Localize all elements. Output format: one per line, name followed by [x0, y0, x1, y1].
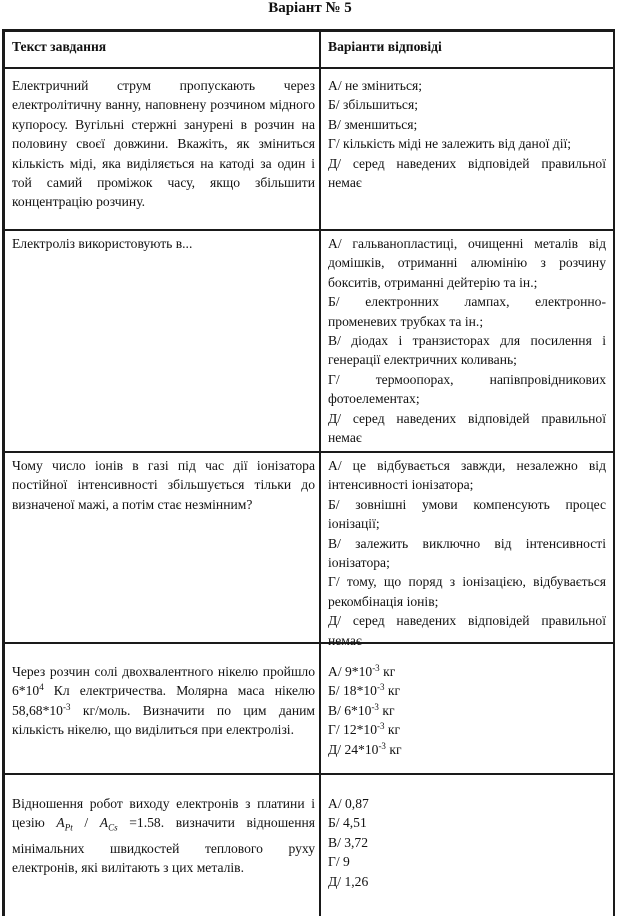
header-question-label: Текст завдання	[12, 39, 107, 54]
q5-text: Відношення робот виходу електронів з платини і цезію	[12, 796, 315, 831]
q4-exponent: 4	[39, 682, 44, 693]
answers-5	[328, 794, 606, 891]
q5-text: =1.58. визначити відношення мінімальних швидкостей теплового руху електронів, які вилітають з цих металів.	[12, 815, 315, 875]
option: Д/ $24*10^{-3}$ кг	[328, 740, 402, 757]
option: Д/ серед наведених відповідей правильної немає	[328, 613, 606, 648]
question-4	[12, 662, 315, 740]
answers-4	[328, 662, 606, 759]
option: Г/ тому, що поряд з іонізацією, відбувається рекомбінація іонів;	[328, 574, 606, 609]
q4-exponent: -3	[62, 701, 71, 712]
option: В/ зменшиться;	[328, 116, 418, 132]
header-answers-label: Варіанти відповіді	[328, 39, 442, 54]
answers-1	[328, 76, 606, 192]
option: Г/ термоопорах, напівпровідникових фотоелементах;	[328, 371, 606, 407]
page-title: Варіант № 5	[268, 0, 352, 16]
option: Г/ кількість міді не залежить від даної дії;	[328, 136, 572, 152]
option: А/ це відбувається завжди, незалежно від інтенсивності іонізатора;	[328, 458, 606, 493]
q4-text: Кл електричества. Молярна маса нікелю 58,68*10	[12, 683, 315, 718]
table-column-divider	[319, 29, 321, 916]
option: Б/ електронних лампах, електронно-променевих трубках та ін.;	[328, 294, 606, 329]
question-1: Електричний струм пропускають через електролітичну ванну, наповнену розчином мідного купоросу. Вугільні стержні занурені в розчин на половину своєї довжини. Вкажіть, як зміниться кількість міді, яка виділяється на катоді за один і той самий проміжок часу, якщо збільшити концентрацію розчину.	[12, 78, 315, 210]
option: В/ залежить виключно від інтенсивності іонізатора;	[328, 535, 606, 571]
option: А/ не зміниться;	[328, 78, 423, 93]
q4-text: Через розчин солі двохвалентного нікелю пройшло 6*10	[12, 664, 315, 699]
q5-symbol: A	[56, 815, 65, 831]
q5-subscript: Pt	[64, 823, 73, 834]
q5-symbol: A	[99, 815, 109, 831]
option: В/ $6*10^{-3}$ кг	[328, 701, 395, 718]
q4-text: кг/моль. Визначити по цим даним кількість нікелю, що виділиться при електролізі.	[12, 702, 315, 738]
q5-text: /	[72, 815, 100, 831]
table-left-border	[2, 29, 5, 916]
row-divider-1	[2, 229, 615, 231]
row-divider-4	[2, 773, 615, 775]
question-3: Чому число іонів в газі під час дії іонізатора постійної інтенсивності збільшується тільки до визначеної мажі, а потім стає незмінним?	[12, 458, 315, 512]
answers-3	[328, 456, 606, 650]
option: Г/ 9	[328, 854, 350, 870]
option: Д/ 1,26	[328, 873, 369, 889]
table-top-border	[2, 29, 615, 32]
option: Б/ $18*10^{-3}$ кг	[328, 682, 401, 699]
q5-subscript: Cs	[108, 823, 118, 834]
option: Д/ серед наведених відповідей правильної немає	[328, 155, 606, 191]
header-bottom-border	[2, 67, 615, 69]
option: В/ діодах і транзисторах для посилення і генерації електричних коливань;	[328, 333, 606, 368]
option: Б/ зовнішні умови компенсують процес іонізації;	[328, 496, 606, 532]
answers-2	[328, 234, 606, 447]
table-right-border	[613, 29, 615, 916]
option: Д/ серед наведених відповідей правильної немає	[328, 410, 606, 446]
option: Б/ збільшиться;	[328, 97, 418, 113]
question-5	[12, 794, 315, 877]
option: А/ 0,87	[328, 796, 369, 811]
option: Г/ $12*10^{-3}$ кг	[328, 721, 401, 738]
option: Б/ 4,51	[328, 815, 367, 831]
question-2: Електроліз використовують в...	[12, 236, 193, 251]
option: А/ гальванопластиці, очищенні металів від домішків, отриманні алюмінію з розчину бокситів, отриманні дейтерію та ін.;	[328, 236, 606, 290]
option: А/ $9*10^{-3}$ кг	[328, 663, 396, 679]
row-divider-2	[2, 451, 615, 453]
option: В/ 3,72	[328, 834, 369, 850]
